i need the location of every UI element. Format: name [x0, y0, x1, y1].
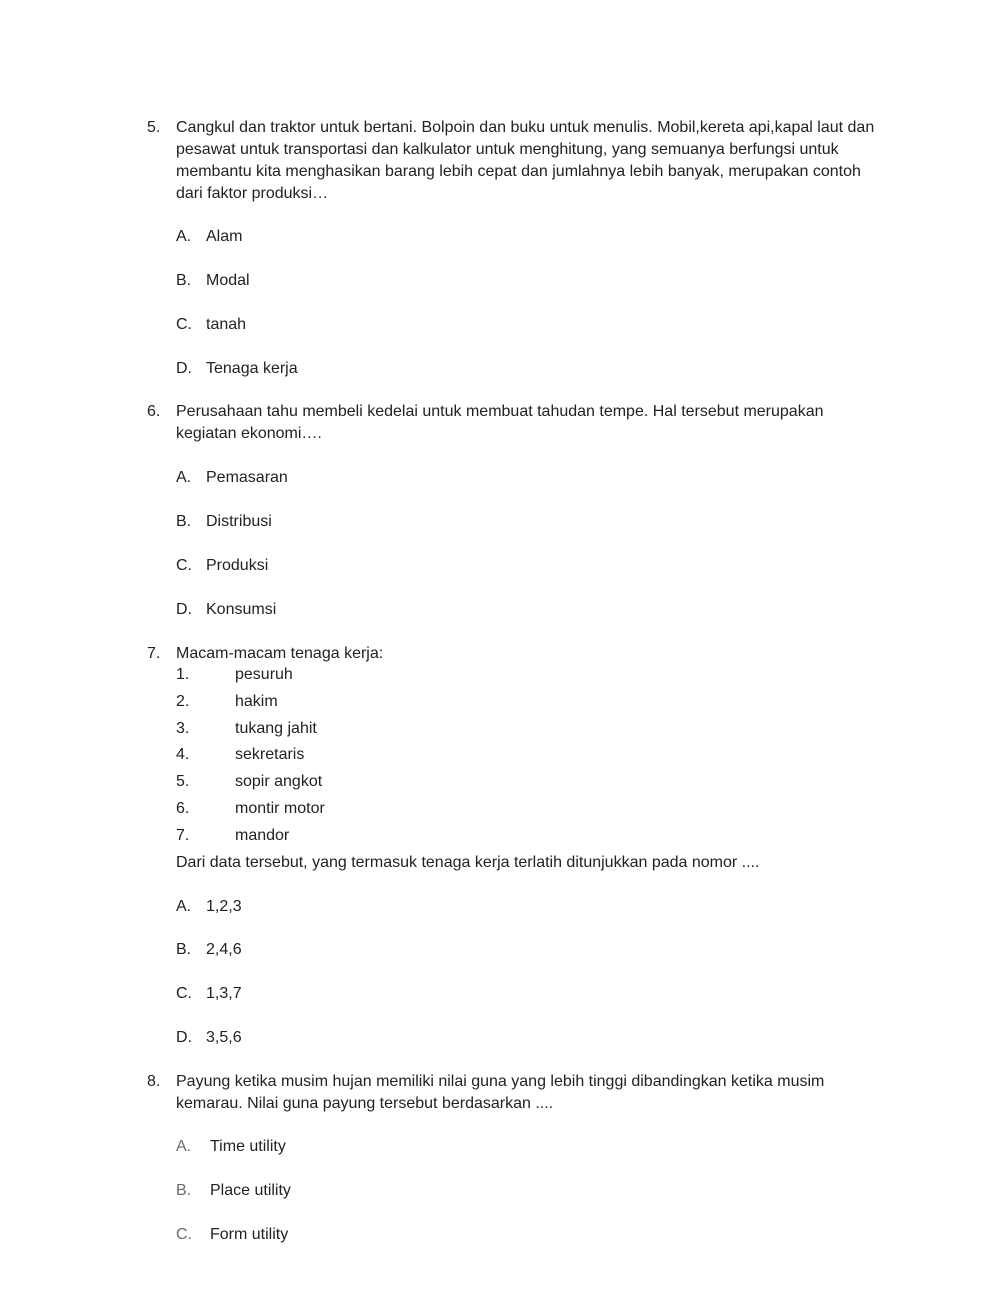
list-item-number: 2.	[176, 693, 190, 710]
question-number: 8.	[147, 1073, 161, 1090]
option-text: Konsumsi	[206, 601, 277, 618]
list-item-number: 4.	[176, 746, 190, 763]
option-text: 1,3,7	[206, 985, 242, 1002]
option-text: 2,4,6	[206, 941, 242, 958]
question-number: 5.	[147, 119, 161, 136]
question-number: 6.	[147, 403, 161, 420]
option-letter: C.	[176, 316, 192, 333]
option-text: Distribusi	[206, 513, 272, 530]
option-letter: B.	[176, 272, 192, 289]
option-letter: A.	[176, 1138, 192, 1155]
option-letter: A.	[176, 898, 192, 915]
list-item-text: sekretaris	[235, 746, 305, 763]
list-item-text: tukang jahit	[235, 720, 317, 737]
question-followup-text: Dari data tersebut, yang termasuk tenaga kerja terlatih ditunjukkan pada nomor ....	[176, 854, 760, 871]
list-item-text: sopir angkot	[235, 773, 323, 790]
list-item-text: mandor	[235, 827, 290, 844]
option-letter: B.	[176, 941, 192, 958]
option-text: Modal	[206, 272, 250, 289]
option-letter: D.	[176, 1029, 192, 1046]
option-letter: D.	[176, 601, 192, 618]
list-item-number: 1.	[176, 666, 190, 683]
option-text: Place utility	[210, 1182, 291, 1199]
option-letter: A.	[176, 469, 192, 486]
question-number: 7.	[147, 645, 161, 662]
question-text: Cangkul dan traktor untuk bertani. Bolpoin dan buku untuk menulis. Mobil,kereta api,kapal laut dan pesawat untuk transportasi dan kalkulator untuk menghitung, yang semuanya berfungsi untuk membantu kita menghasikan barang lebih cepat dan jumlahnya lebih banyak, merupakan contoh dari faktor produksi…	[176, 119, 875, 202]
list-item-text: pesuruh	[235, 666, 293, 683]
list-item-number: 7.	[176, 827, 190, 844]
question-text: Perusahaan tahu membeli kedelai untuk membuat tahudan tempe. Hal tersebut merupakan kegiatan ekonomi….	[176, 403, 824, 442]
option-letter: B.	[176, 1182, 192, 1199]
option-text: Tenaga kerja	[206, 360, 298, 377]
list-item-number: 5.	[176, 773, 190, 790]
option-text: 3,5,6	[206, 1029, 242, 1046]
option-letter: D.	[176, 360, 192, 377]
question-text: Macam-macam tenaga kerja:	[176, 645, 384, 662]
option-text: tanah	[206, 316, 247, 333]
list-item-number: 6.	[176, 800, 190, 817]
option-text: Time utility	[210, 1138, 286, 1155]
option-letter: A.	[176, 228, 192, 245]
option-text: Alam	[206, 228, 243, 245]
list-item-text: hakim	[235, 693, 278, 710]
question-text: Payung ketika musim hujan memiliki nilai guna yang lebih tinggi dibandingkan ketika musim kemarau. Nilai guna payung tersebut berdasarkan ....	[176, 1073, 825, 1112]
option-letter: B.	[176, 513, 192, 530]
list-item-number: 3.	[176, 720, 190, 737]
option-text: Produksi	[206, 557, 269, 574]
option-letter: C.	[176, 1226, 192, 1243]
option-letter: C.	[176, 557, 192, 574]
option-text: Pemasaran	[206, 469, 288, 486]
option-text: 1,2,3	[206, 898, 242, 915]
option-text: Form utility	[210, 1226, 289, 1243]
option-letter: C.	[176, 985, 192, 1002]
list-item-text: montir motor	[235, 800, 325, 817]
